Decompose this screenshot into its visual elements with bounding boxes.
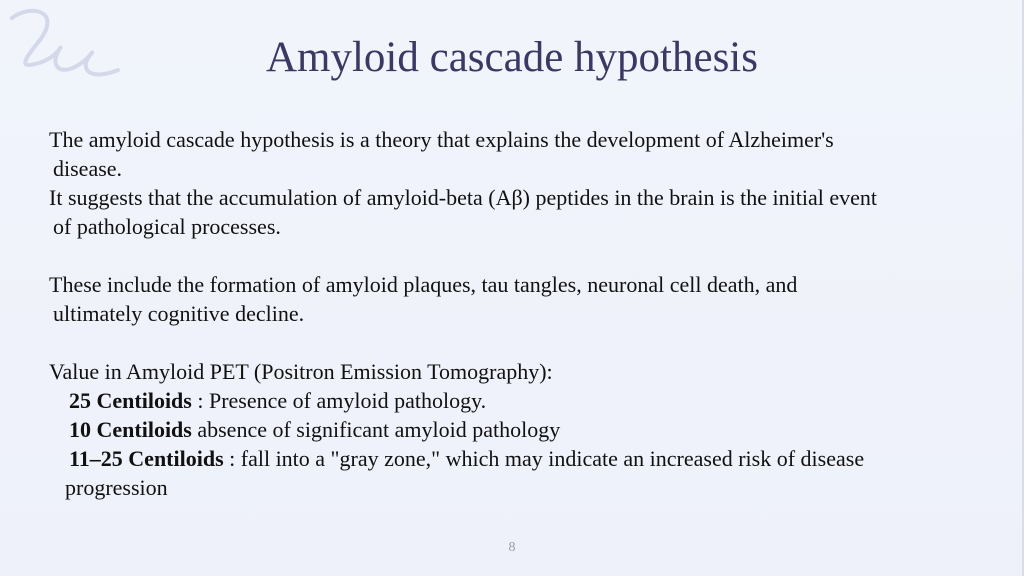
pet-item-continuation: progression [65,475,168,500]
pet-item-value: 11–25 Centiloids [69,446,224,471]
text-line: disease. [53,156,123,181]
pet-item-value: 25 Centiloids [69,388,192,413]
pet-item [49,444,1014,473]
slide-title: Amyloid cascade hypothesis [265,34,758,81]
text-line: It suggests that the accumulation of amyloid-beta (Aβ) peptides in the brain is the initial event [49,185,878,210]
text-line: These include the formation of amyloid plaques, tau tangles, neuronal cell death, and [49,272,798,297]
text-line: The amyloid cascade hypothesis is a theory that explains the development of Alzheimer's [49,127,834,152]
pet-item-value: 10 Centiloids [69,417,192,442]
pet-item [49,415,1014,444]
paragraph-processes [49,270,1014,328]
text-line: of pathological processes. [53,214,281,239]
pet-item-text: : Presence of amyloid pathology. [191,388,487,413]
paragraph-definition [49,125,1014,241]
text-line: ultimately cognitive decline. [53,301,305,326]
pet-item-text: absence of significant amyloid pathology [191,417,561,442]
slide-body [49,125,1014,502]
page-number: 8 [508,540,516,555]
pet-item-text: : fall into a "gray zone," which may indicate an increased risk of disease [223,446,865,471]
pet-values-section [49,357,1014,502]
pet-item [49,386,1014,415]
pet-heading: Value in Amyloid PET (Positron Emission Tomography): [49,359,553,384]
